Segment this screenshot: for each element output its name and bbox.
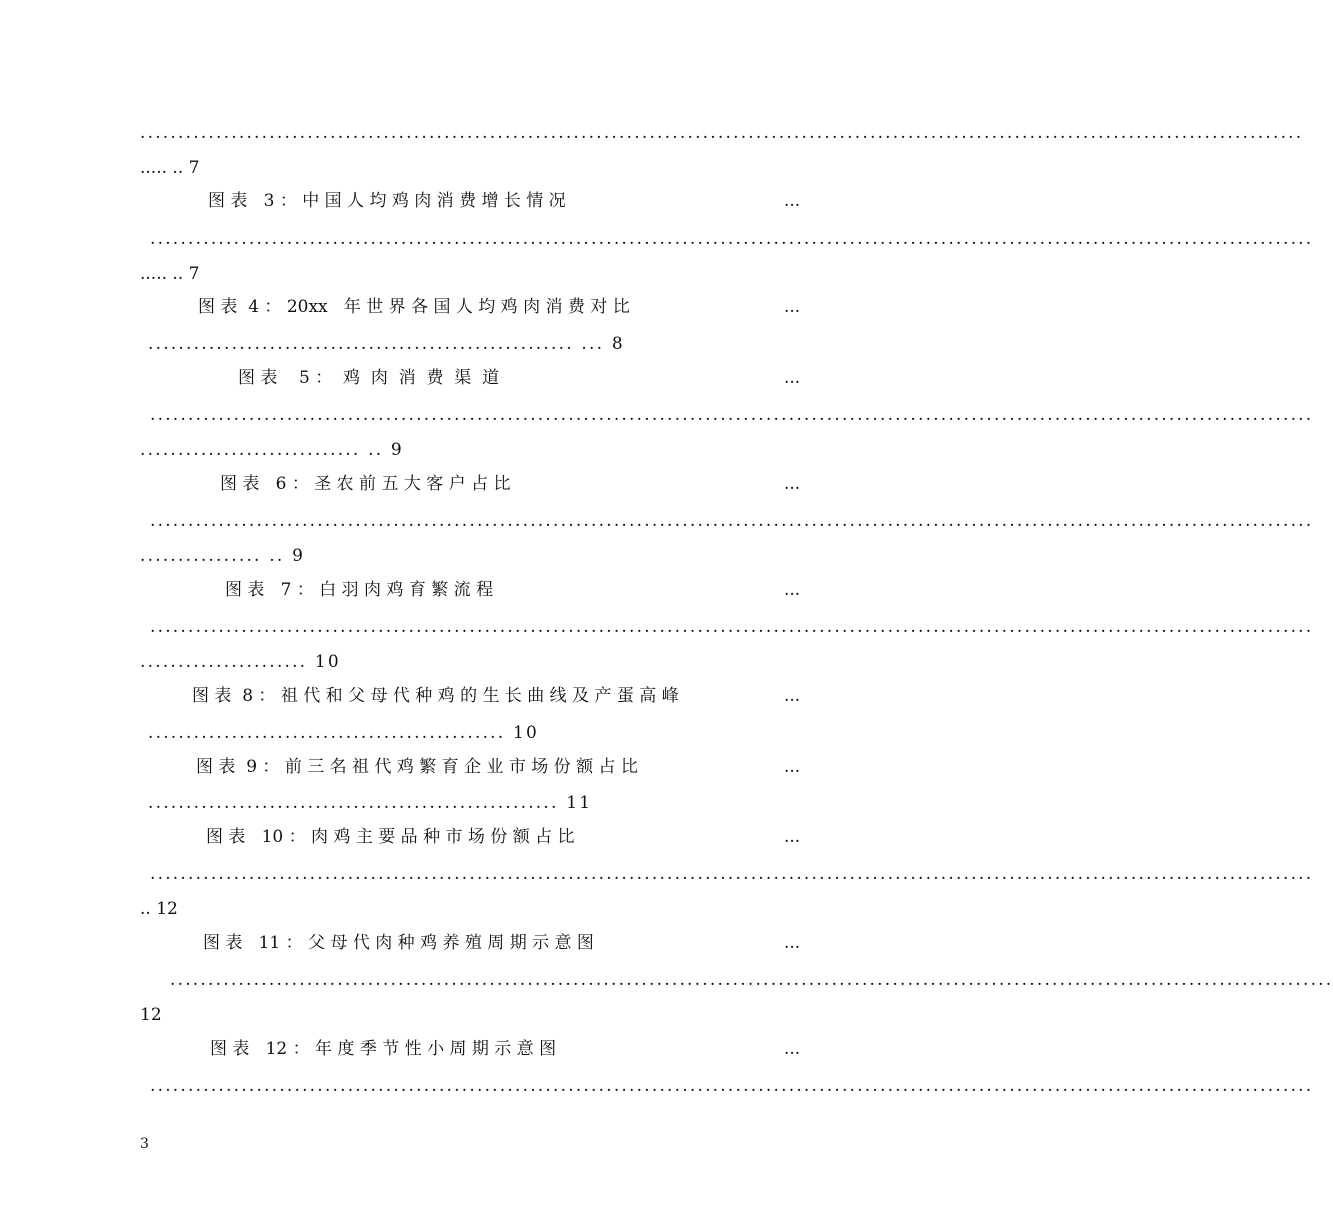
toc-entry-title[interactable]: 图 表 6 ： 圣 农 前 五 大 客 户 占 比 bbox=[220, 474, 511, 494]
leader-dots: ... bbox=[784, 933, 801, 953]
leader-dots: ... bbox=[784, 757, 801, 777]
leader-dots: ......................................................................................................................................................... bbox=[150, 405, 1314, 425]
leader-dots: ......................................................................................................................................................... bbox=[150, 229, 1314, 249]
leader-dots: ... bbox=[784, 474, 801, 494]
leader-dots: ......................................................................................................................................................... bbox=[170, 970, 1333, 990]
page-ref: ............................................... 10 bbox=[148, 723, 540, 743]
page-ref: ................ .. 9 bbox=[140, 546, 306, 566]
leader-dots: ... bbox=[784, 368, 801, 388]
leader-dots: ......................................................................................................................................................... bbox=[150, 617, 1314, 637]
leader-dots: ......................................................................................................................................................... bbox=[150, 1076, 1314, 1096]
leader-dots: ......................................................................................................................................................... bbox=[150, 864, 1314, 884]
page-ref: ............................. .. 9 bbox=[140, 440, 404, 460]
page-ref: ........................................................ ... 8 bbox=[148, 334, 625, 354]
leader-dots: ... bbox=[784, 827, 801, 847]
leader-dots: ... bbox=[784, 297, 801, 317]
page-number: 3 bbox=[140, 1136, 149, 1152]
page-ref: ..... .. 7 bbox=[140, 264, 200, 284]
toc-entry-title[interactable]: 图 表 8 ： 祖 代 和 父 母 代 种 鸡 的 生 长 曲 线 及 产 蛋 高 峰 bbox=[192, 686, 679, 706]
page-ref: 12 bbox=[140, 1005, 162, 1025]
page-ref: ..... .. 7 bbox=[140, 158, 200, 178]
page-ref: ...................... 10 bbox=[140, 652, 341, 672]
leader-dots: ... bbox=[784, 1039, 801, 1059]
toc-entry-title[interactable]: 图 表 11 ： 父 母 代 肉 种 鸡 养 殖 周 期 示 意 图 bbox=[203, 933, 594, 953]
leader-dots: ......................................................................................................................................................... bbox=[140, 123, 1304, 143]
toc-entry-title[interactable]: 图 表 5 ： 鸡 肉 消 费 渠 道 bbox=[238, 368, 500, 388]
toc-entry-title[interactable]: 图 表 7 ： 白 羽 肉 鸡 育 繁 流 程 bbox=[225, 580, 494, 600]
toc-entry-title[interactable]: 图 表 12 ： 年 度 季 节 性 小 周 期 示 意 图 bbox=[210, 1039, 557, 1059]
toc-entry-title[interactable]: 图 表 10 ： 肉 鸡 主 要 品 种 市 场 份 额 占 比 bbox=[206, 827, 575, 847]
leader-dots: ... bbox=[784, 686, 801, 706]
toc-entry-title[interactable]: 图 表 4 ： 20xx 年 世 界 各 国 人 均 鸡 肉 消 费 对 比 bbox=[198, 297, 630, 317]
leader-dots: ... bbox=[784, 580, 801, 600]
page-ref: ...................................................... 11 bbox=[148, 793, 593, 813]
leader-dots: ......................................................................................................................................................... bbox=[150, 511, 1314, 531]
leader-dots: ... bbox=[784, 191, 801, 211]
toc-entry-title[interactable]: 图 表 9 ： 前 三 名 祖 代 鸡 繁 育 企 业 市 场 份 额 占 比 bbox=[196, 757, 638, 777]
toc-entry-title[interactable]: 图 表 3 ： 中 国 人 均 鸡 肉 消 费 增 长 情 况 bbox=[208, 191, 566, 211]
page-ref: .. 12 bbox=[140, 899, 178, 919]
